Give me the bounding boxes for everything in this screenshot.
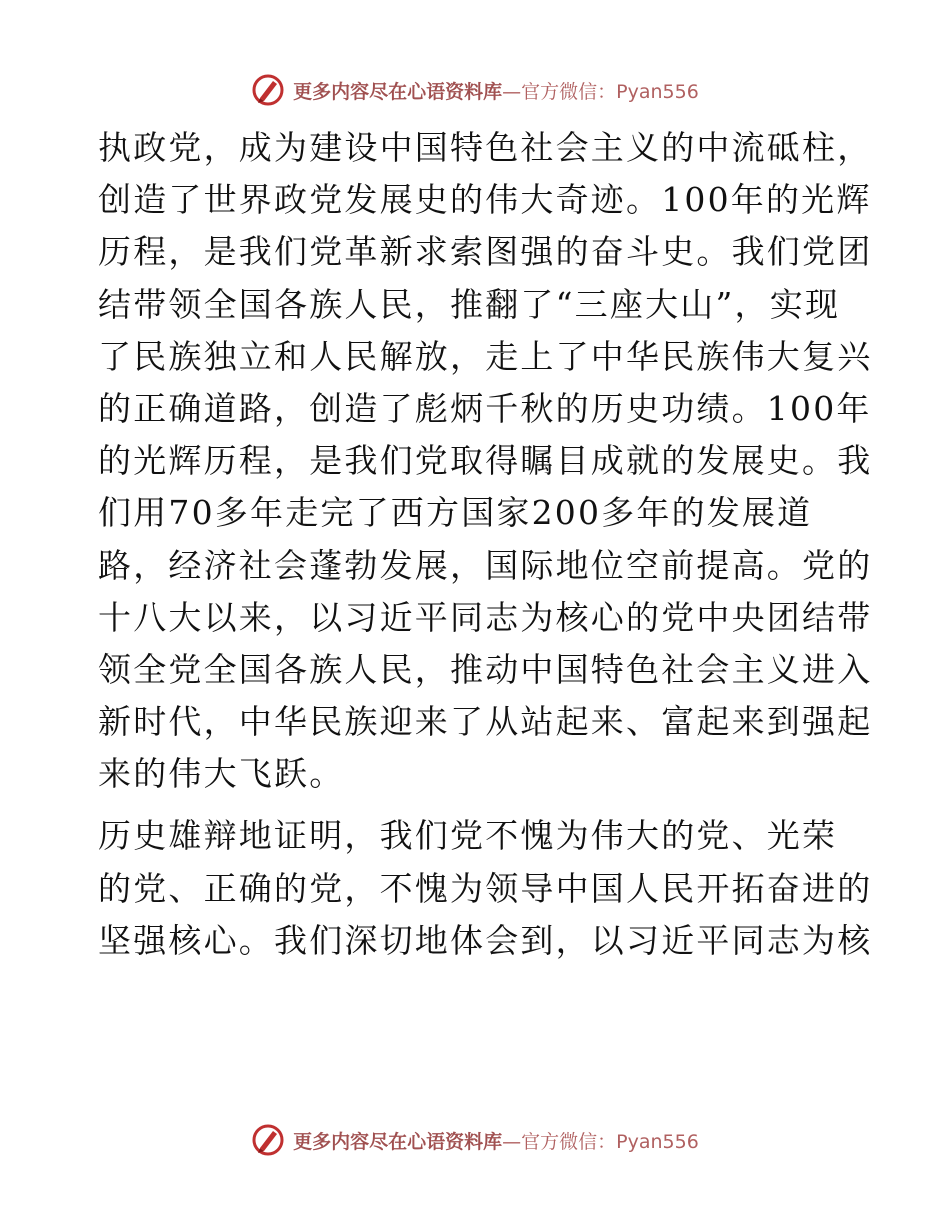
text-line: 了民族独立和人民解放，走上了中华民族伟大复兴 [98,336,873,376]
footer-banner [0,1120,950,1160]
header-banner-wechat: —官方微信：Pyan556 [502,80,699,103]
text-line: 历史雄辩地证明，我们党不愧为伟大的党、光荣 [98,816,838,856]
paragraph-1 [98,122,873,800]
text-line: 的党、正确的党，不愧为领导中国人民开拓奋进的 [98,868,873,908]
footer-banner-title: 更多内容尽在心语资料库 [293,1130,503,1153]
pen-circle-logo-icon [251,1123,285,1157]
header-banner-title: 更多内容尽在心语资料库 [293,80,503,103]
text-line: 十八大以来，以习近平同志为核心的党中央团结带 [98,597,873,637]
header-banner [0,70,950,110]
text-line: 历程，是我们党革新求索图强的奋斗史。我们党团 [98,232,873,272]
text-line: 新时代，中华民族迎来了从站起来、富起来到强起 [98,702,873,742]
text-line: 执政党，成为建设中国特色社会主义的中流砥柱， [98,128,873,167]
paragraph-2 [98,810,873,967]
text-line: 们用70多年走完了西方国家200多年的发展道 [98,493,813,533]
footer-banner-wechat: —官方微信：Pyan556 [502,1130,699,1153]
text-line: 来的伟大飞跃。 [98,754,345,794]
text-line: 的光辉历程，是我们党取得瞩目成就的发展史。我 [98,441,873,481]
text-line: 领全党全国各族人民，推动中国特色社会主义进入 [98,649,873,689]
text-line: 结带领全国各族人民，推翻了“三座大山”，实现 [98,284,841,324]
text-line: 路，经济社会蓬勃发展，国际地位空前提高。党的 [98,545,873,585]
text-line: 的正确道路，创造了彪炳千秋的历史功绩。100年 [98,388,872,428]
pen-circle-logo-icon [251,73,285,107]
text-line: 创造了世界政党发展史的伟大奇迹。100年的光辉 [98,180,872,220]
text-line: 坚强核心。我们深切地体会到，以习近平同志为核 [98,920,873,960]
header-banner-label [293,77,699,104]
document-body [98,122,873,967]
footer-banner-label [293,1127,699,1154]
